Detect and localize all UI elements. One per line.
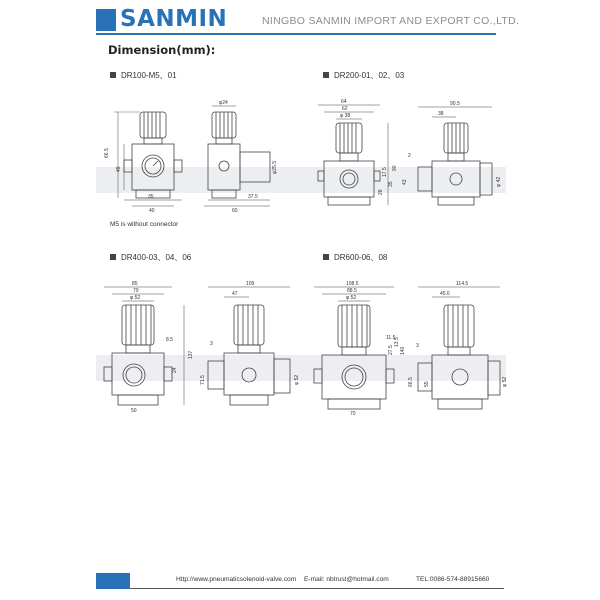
dim-label: φ25.5 <box>272 161 278 174</box>
dr100-note: M5 is without connector <box>110 221 179 228</box>
dim-label: φ 52 <box>346 295 357 301</box>
bullet-square-icon <box>110 254 116 260</box>
dim-label: 35 <box>388 181 394 187</box>
footer-email[interactable]: E-mail: nbtrust@hotmail.com <box>304 576 389 583</box>
footer-tel: TEL:0086-574-88915660 <box>416 576 490 583</box>
model-label-text: DR400-03、04、06 <box>121 253 192 262</box>
dim-label: φ 52 <box>130 295 141 301</box>
dim-label: 140 <box>400 346 406 355</box>
dr400-front-drawing <box>100 275 200 415</box>
dim-label: 66.5 <box>104 148 110 158</box>
dim-label: 137 <box>188 350 194 359</box>
bullet-square-icon <box>110 72 116 78</box>
dim-label: 70 <box>133 288 139 294</box>
dim-label: 35 <box>148 194 154 200</box>
model-label-dr400 <box>110 252 191 263</box>
dr600-front-drawing <box>308 275 408 415</box>
dim-label: 8.5 <box>166 337 173 343</box>
dim-label: 2 <box>408 153 411 159</box>
dr100-side-drawing <box>200 100 280 215</box>
bullet-square-icon <box>323 72 329 78</box>
dim-label: 37.5 <box>248 194 258 200</box>
dim-label: 85 <box>132 281 138 287</box>
dim-label: 13.5 <box>394 337 400 347</box>
header-rule <box>96 33 496 35</box>
brand-bar <box>96 9 116 31</box>
dim-label: 24 <box>172 367 178 373</box>
dim-label: 3 <box>210 341 213 347</box>
brand-name: SANMIN <box>120 6 228 32</box>
dim-label: 17.5 <box>382 167 388 177</box>
dim-label: 90 <box>392 165 398 171</box>
dr100-front-drawing <box>100 100 210 215</box>
dim-label: 70 <box>350 411 356 417</box>
dr600-side-drawing <box>408 275 508 415</box>
dim-label: 47 <box>232 291 238 297</box>
bullet-square-icon <box>323 254 329 260</box>
dim-label: 55 <box>424 381 430 387</box>
model-label-dr100 <box>110 70 177 81</box>
model-label-text: DR100-M5、01 <box>121 71 177 80</box>
dim-label: 27.5 <box>388 345 394 355</box>
footer-rule <box>130 588 504 589</box>
dim-label: 3 <box>416 343 419 349</box>
dim-label: φ 52 <box>294 374 300 385</box>
dim-label: 109 <box>246 281 255 287</box>
dim-label: 62 <box>342 106 348 112</box>
model-label-dr600 <box>323 252 387 263</box>
company-name: NINGBO SANMIN IMPORT AND EXPORT CO.,LTD. <box>262 15 520 27</box>
dim-label: 108.5 <box>346 281 359 287</box>
dr400-side-drawing <box>200 275 305 415</box>
dim-label: 88.5 <box>347 288 357 294</box>
footer-url[interactable]: Http://www.pneumaticsolenoid-valve.com <box>176 576 297 583</box>
dim-label: 49 <box>116 166 122 172</box>
page-title: Dimension(mm): <box>108 43 216 57</box>
dim-label: 66.5 <box>408 377 414 387</box>
dim-label: 38 <box>438 111 444 117</box>
dr200-front-drawing <box>308 95 398 215</box>
dim-label: 90.5 <box>450 101 460 107</box>
model-label-text: DR200-01、02、03 <box>334 71 405 80</box>
dim-label: φ 42 <box>496 176 502 187</box>
dim-label: 71.5 <box>200 375 206 385</box>
dim-label: 45.6 <box>440 291 450 297</box>
dim-label: 28 <box>378 189 384 195</box>
dim-label: φ 52 <box>502 376 508 387</box>
dim-label: 11.5 <box>386 335 396 341</box>
dim-label: 64 <box>341 99 347 105</box>
dr200-side-drawing <box>398 95 503 215</box>
dim-label: φ 38 <box>340 113 351 119</box>
dim-label: 50 <box>131 408 137 414</box>
model-label-text: DR600-06、08 <box>334 253 388 262</box>
dim-label: φ24 <box>219 100 228 106</box>
model-label-dr200 <box>323 70 404 81</box>
dim-label: 43 <box>402 179 408 185</box>
dim-label: 114.5 <box>456 281 469 287</box>
footer-brand-block <box>96 573 130 589</box>
dim-label: 40 <box>149 208 155 214</box>
dim-label: 60 <box>232 208 238 214</box>
